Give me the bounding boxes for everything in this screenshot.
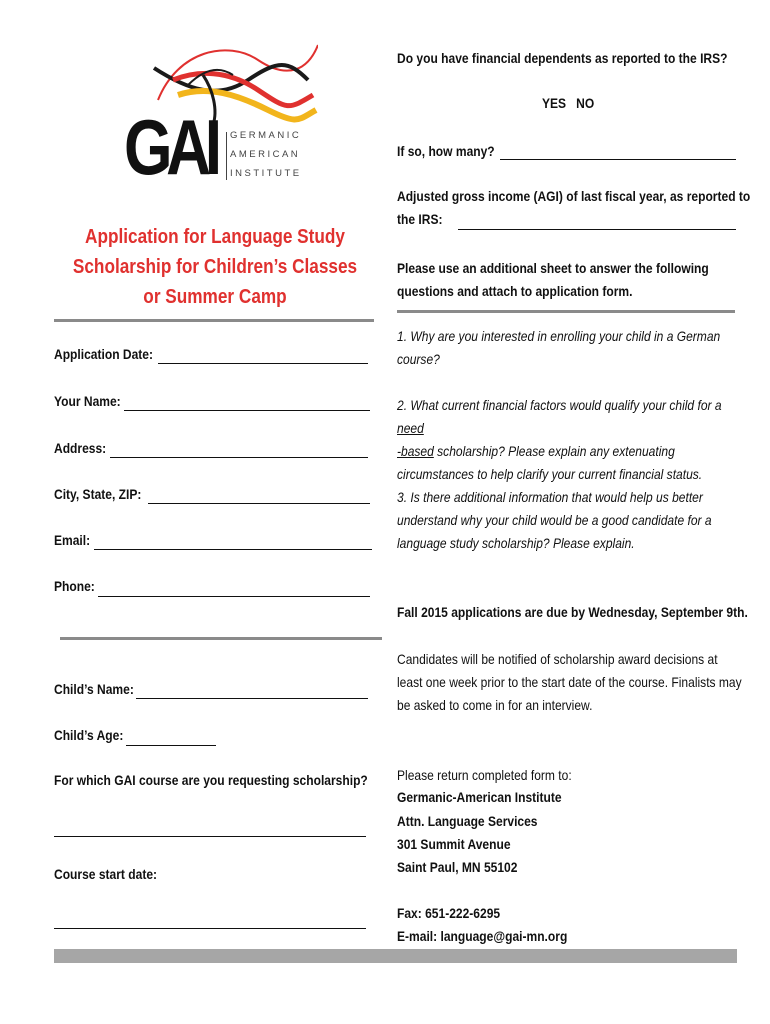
footer-bar	[54, 949, 737, 963]
course-start-field[interactable]	[54, 928, 366, 929]
logo-org-line-2: AMERICAN	[230, 149, 301, 160]
how-many-field[interactable]	[500, 159, 736, 160]
your-name-field[interactable]	[124, 410, 370, 411]
title-line-3: or Summer Camp	[143, 286, 287, 308]
address-field[interactable]	[110, 457, 368, 458]
phone-field[interactable]	[98, 596, 370, 597]
dependents-question: Do you have financial dependents as reported to the IRS?	[397, 50, 728, 66]
email-contact-link[interactable]: language@gai-mn.org	[440, 928, 568, 944]
right-top-rule	[397, 310, 735, 313]
email-contact	[397, 925, 567, 948]
address-label: Address:	[54, 440, 107, 456]
logo-letters: GAI	[124, 103, 216, 191]
deadline-notice: Fall 2015 applications are due by Wednesday, September 9th.	[397, 604, 748, 620]
logo-divider	[226, 132, 227, 180]
email-contact-label: E-mail:	[397, 928, 438, 944]
question-2-part-1: 2. What current financial factors would qualify your child for a	[397, 397, 722, 413]
application-date-label: Application Date:	[54, 346, 154, 362]
agi-label-line-1: Adjusted gross income (AGI) of last fiscal year, as reported to	[397, 188, 751, 204]
agi-label-line-2: the IRS:	[397, 211, 443, 227]
return-intro: Please return completed form to:	[397, 767, 572, 783]
return-address-line-3: 301 Summit Avenue	[397, 836, 511, 852]
left-top-rule	[54, 319, 374, 322]
question-2-part-2: scholarship? Please explain any extenuating circumstances to help clarify your current financial status.	[397, 443, 703, 482]
childs-name-label: Child’s Name:	[54, 681, 134, 697]
course-answer-field[interactable]	[54, 836, 366, 837]
return-address-line-4: Saint Paul, MN 55102	[397, 859, 518, 875]
question-1: 1. Why are you interested in enrolling your child in a German course?	[397, 328, 721, 367]
notification-notice: Candidates will be notified of scholarship award decisions at least one week prior to the start date of the course. Finalists may be asked to come in for an interview.	[397, 651, 742, 713]
form-title	[40, 222, 390, 312]
yes-no-options[interactable]: YES NO	[542, 95, 595, 111]
agi-field[interactable]	[458, 229, 736, 230]
question-2-need: need	[397, 420, 424, 436]
childs-name-field[interactable]	[136, 698, 368, 699]
course-question-label: For which GAI course are you requesting scholarship?	[54, 772, 368, 788]
your-name-label: Your Name:	[54, 393, 121, 409]
childs-age-field[interactable]	[126, 745, 216, 746]
question-3: 3. Is there additional information that would help us better understand why your child would be a good candidate for a language study scholarship? Please explain.	[397, 489, 712, 551]
how-many-label: If so, how many?	[397, 143, 495, 159]
instructions: Please use an additional sheet to answer the following questions and attach to application form.	[397, 260, 709, 299]
gai-logo	[118, 40, 318, 210]
fax-number: Fax: 651-222-6295	[397, 905, 501, 921]
logo-org-line-1: GERMANIC	[230, 130, 302, 141]
application-date-field[interactable]	[158, 363, 368, 364]
logo-org-line-3: INSTITUTE	[230, 168, 302, 179]
city-state-zip-field[interactable]	[148, 503, 370, 504]
email-field[interactable]	[94, 549, 372, 550]
title-line-1: Application for Language Study	[85, 226, 345, 248]
city-state-zip-label: City, State, ZIP:	[54, 486, 142, 502]
childs-age-label: Child’s Age:	[54, 727, 124, 743]
phone-label: Phone:	[54, 578, 95, 594]
course-start-label: Course start date:	[54, 866, 158, 882]
return-address-line-2: Attn. Language Services	[397, 813, 538, 829]
left-middle-rule	[60, 637, 382, 640]
email-label: Email:	[54, 532, 91, 548]
question-2-based: -based	[397, 443, 434, 459]
question-2	[397, 394, 741, 486]
return-address-line-1: Germanic-American Institute	[397, 789, 562, 805]
title-line-2: Scholarship for Children’s Classes	[72, 256, 358, 278]
